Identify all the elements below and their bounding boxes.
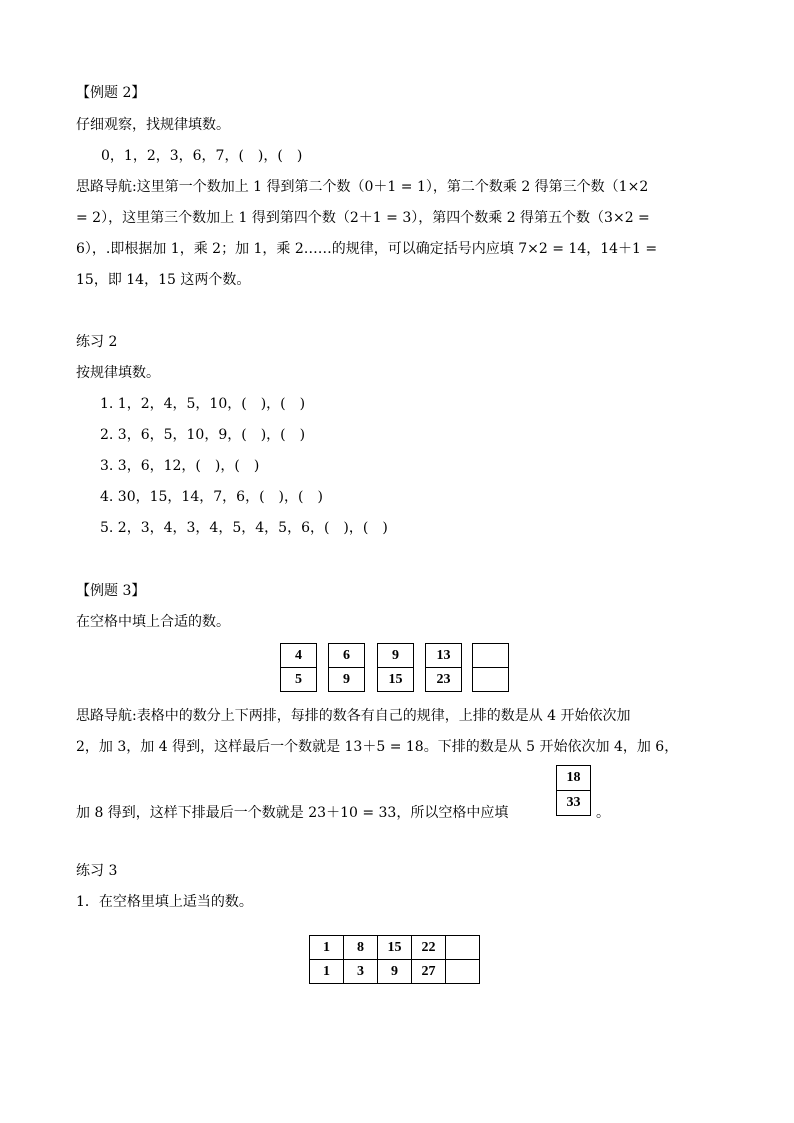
table-cell: 9 [378,960,412,984]
table-cell: 1 [310,960,344,984]
table-cell-empty [446,936,480,960]
table-cell: 27 [412,960,446,984]
example3-solution-line: 2，加 3，加 4 得到，这样最后一个数就是 13＋5 = 18。下排的数是从 5 开始依次加 4，加 6， [76,739,679,755]
table-cell: 22 [412,936,446,960]
example2-solution-line: 思路导航:这里第一个数加上 1 得到第二个数（0＋1 = 1），第二个数乘 2 得第三个数（1×2 [76,179,649,195]
practice2-item: 2. 3，6，5，10，9，( )，( ) [100,427,306,443]
example2-solution-line: 15，即 14，15 这两个数。 [76,272,251,288]
table-cell: 3 [344,960,378,984]
example2-title: 【例题 2】 [76,85,146,101]
practice2-item: 1. 1，2，4，5，10，( )，( ) [100,396,306,412]
box-top-cell: 4 [281,644,317,668]
answer-bottom-cell: 33 [557,791,591,816]
box-bottom-cell: 15 [378,668,414,692]
answer-top-cell: 18 [557,766,591,791]
answer-box [556,765,591,816]
end-mark: 。 [596,805,610,821]
example3-title: 【例题 3】 [76,583,146,599]
number-box [377,643,414,692]
box-top-cell: 6 [329,644,365,668]
box-top-cell [473,644,509,668]
example2-prompt: 仔细观察，找规律填数。 [76,117,230,133]
example2-solution-line: 6），.即根据加 1，乘 2；加 1，乘 2……的规律，可以确定括号内应填 7×2 = 14，14＋1 = [76,241,658,257]
example2-solution-line: = 2），这里第三个数加上 1 得到第四个数（2＋1 = 3），第四个数乘 2 得第五个数（3×2 = [76,210,650,226]
table-row [310,936,480,960]
box-bottom-cell [473,668,509,692]
box-bottom-cell: 23 [426,668,462,692]
table-row [310,960,480,984]
practice3-table [309,935,480,984]
box-bottom-cell: 5 [281,668,317,692]
example2-sequence: 0，1，2，3，6，7，( )，( ) [101,148,303,164]
practice2-title: 练习 2 [76,334,118,350]
practice2-item: 5. 2，3，4，3，4，5，4，5，6，( )，( ) [100,520,388,536]
example3-solution-line: 思路导航:表格中的数分上下两排，每排的数各有自己的规律，上排的数是从 4 开始依次加 [76,708,631,724]
number-box [425,643,462,692]
number-box-empty [472,643,509,692]
table-cell: 15 [378,936,412,960]
practice2-prompt: 按规律填数。 [76,365,160,381]
practice2-item: 4. 30，15，14，7，6，( )，( ) [100,489,323,505]
table-cell-empty [446,960,480,984]
box-top-cell: 13 [426,644,462,668]
table-cell: 8 [344,936,378,960]
example3-solution-line: 加 8 得到，这样下排最后一个数就是 23＋10 = 33，所以空格中应填 [76,805,509,821]
table-cell: 1 [310,936,344,960]
practice3-title: 练习 3 [76,863,118,879]
box-top-cell: 9 [378,644,414,668]
practice2-item: 3. 3，6，12，( )，( ) [100,458,260,474]
box-bottom-cell: 9 [329,668,365,692]
practice3-item: 1．在空格里填上适当的数。 [76,894,253,910]
number-box [328,643,365,692]
example3-prompt: 在空格中填上合适的数。 [76,614,230,630]
number-box [280,643,317,692]
